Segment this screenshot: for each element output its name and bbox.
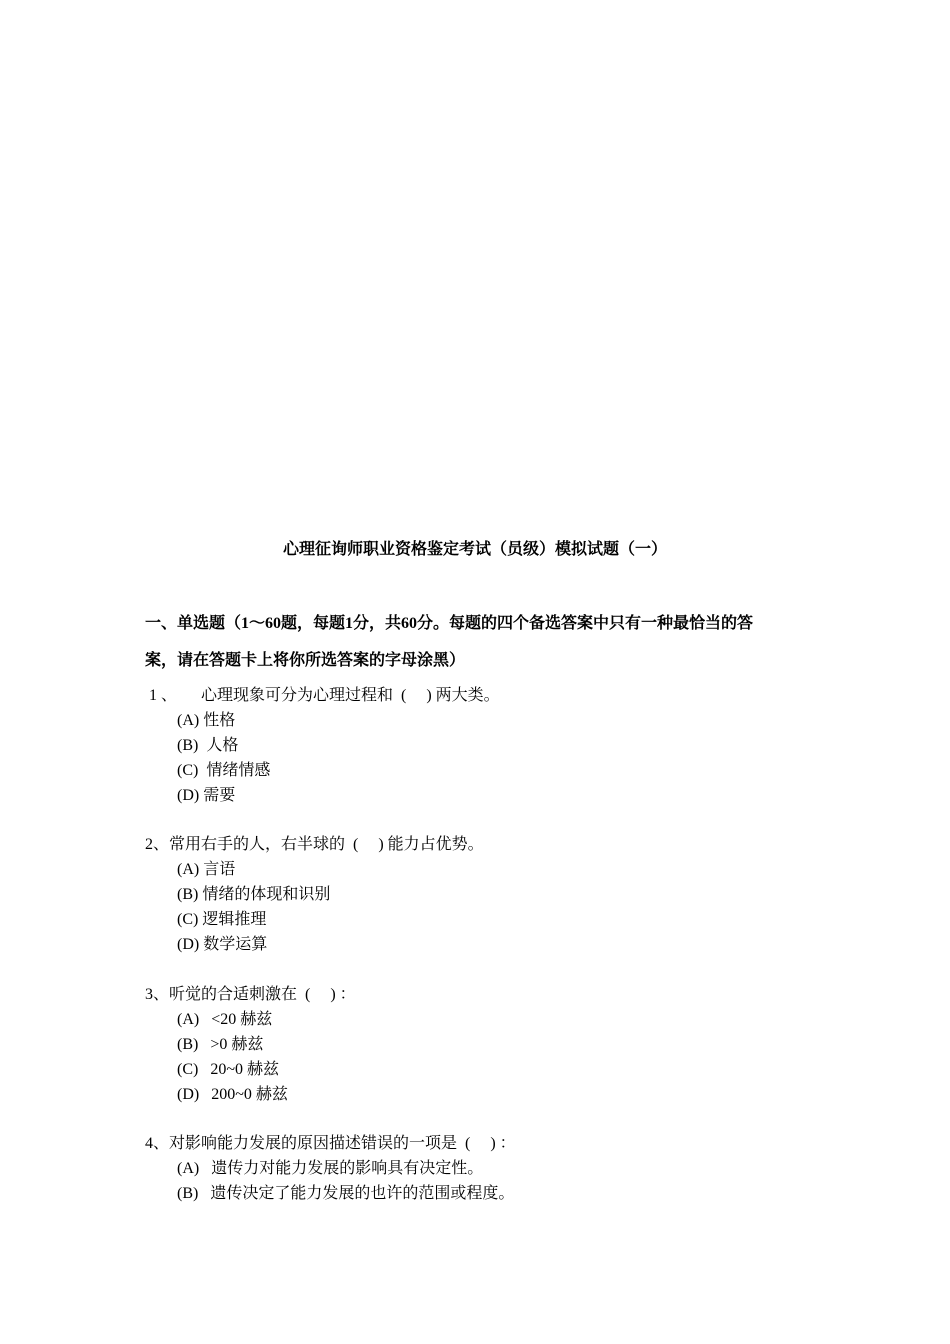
option-c: (C) 20~0 赫兹 <box>177 1061 279 1078</box>
option-a: (A) <20 赫兹 <box>177 1011 273 1028</box>
option-a: (A) 性格 <box>177 712 236 729</box>
section-heading-line-1: 一、单选题（1～60题，每题1分，共60分。每题的四个备选答案中只有一种最恰当的答 <box>145 615 754 632</box>
option-d: (D) 需要 <box>177 787 236 804</box>
option-d: (D) 200~0 赫兹 <box>177 1086 288 1103</box>
page-title: 心理征询师职业资格鉴定考试（员级）模拟试题（一） <box>282 541 667 558</box>
option-b: (B) 遗传决定了能力发展的也许的范围或程度。 <box>177 1185 515 1202</box>
question-stem: 2、常用右手的人，右半球的 ( ) 能力占优势。 <box>145 836 484 853</box>
option-a: (A) 言语 <box>177 861 236 878</box>
question-stem: 4、对影响能力发展的原因描述错误的一项是 ( ) ： <box>145 1135 516 1152</box>
option-c: (C) 逻辑推理 <box>177 911 267 928</box>
option-d: (D) 数学运算 <box>177 936 268 953</box>
option-a: (A) 遗传力对能力发展的影响具有决定性。 <box>177 1160 484 1177</box>
option-b: (B) >0 赫兹 <box>177 1036 264 1053</box>
option-b: (B) 人格 <box>177 737 239 754</box>
question-stem: 3、听觉的合适刺激在 ( ) ： <box>145 986 356 1003</box>
question-stem: 1 、 心理现象可分为心理过程和 ( ) 两大类。 <box>145 687 500 704</box>
option-c: (C) 情绪情感 <box>177 762 271 779</box>
section-heading-line-2: 案，请在答题卡上将你所选答案的字母涂黑） <box>145 652 466 669</box>
option-b: (B) 情绪的体现和识别 <box>177 886 331 903</box>
